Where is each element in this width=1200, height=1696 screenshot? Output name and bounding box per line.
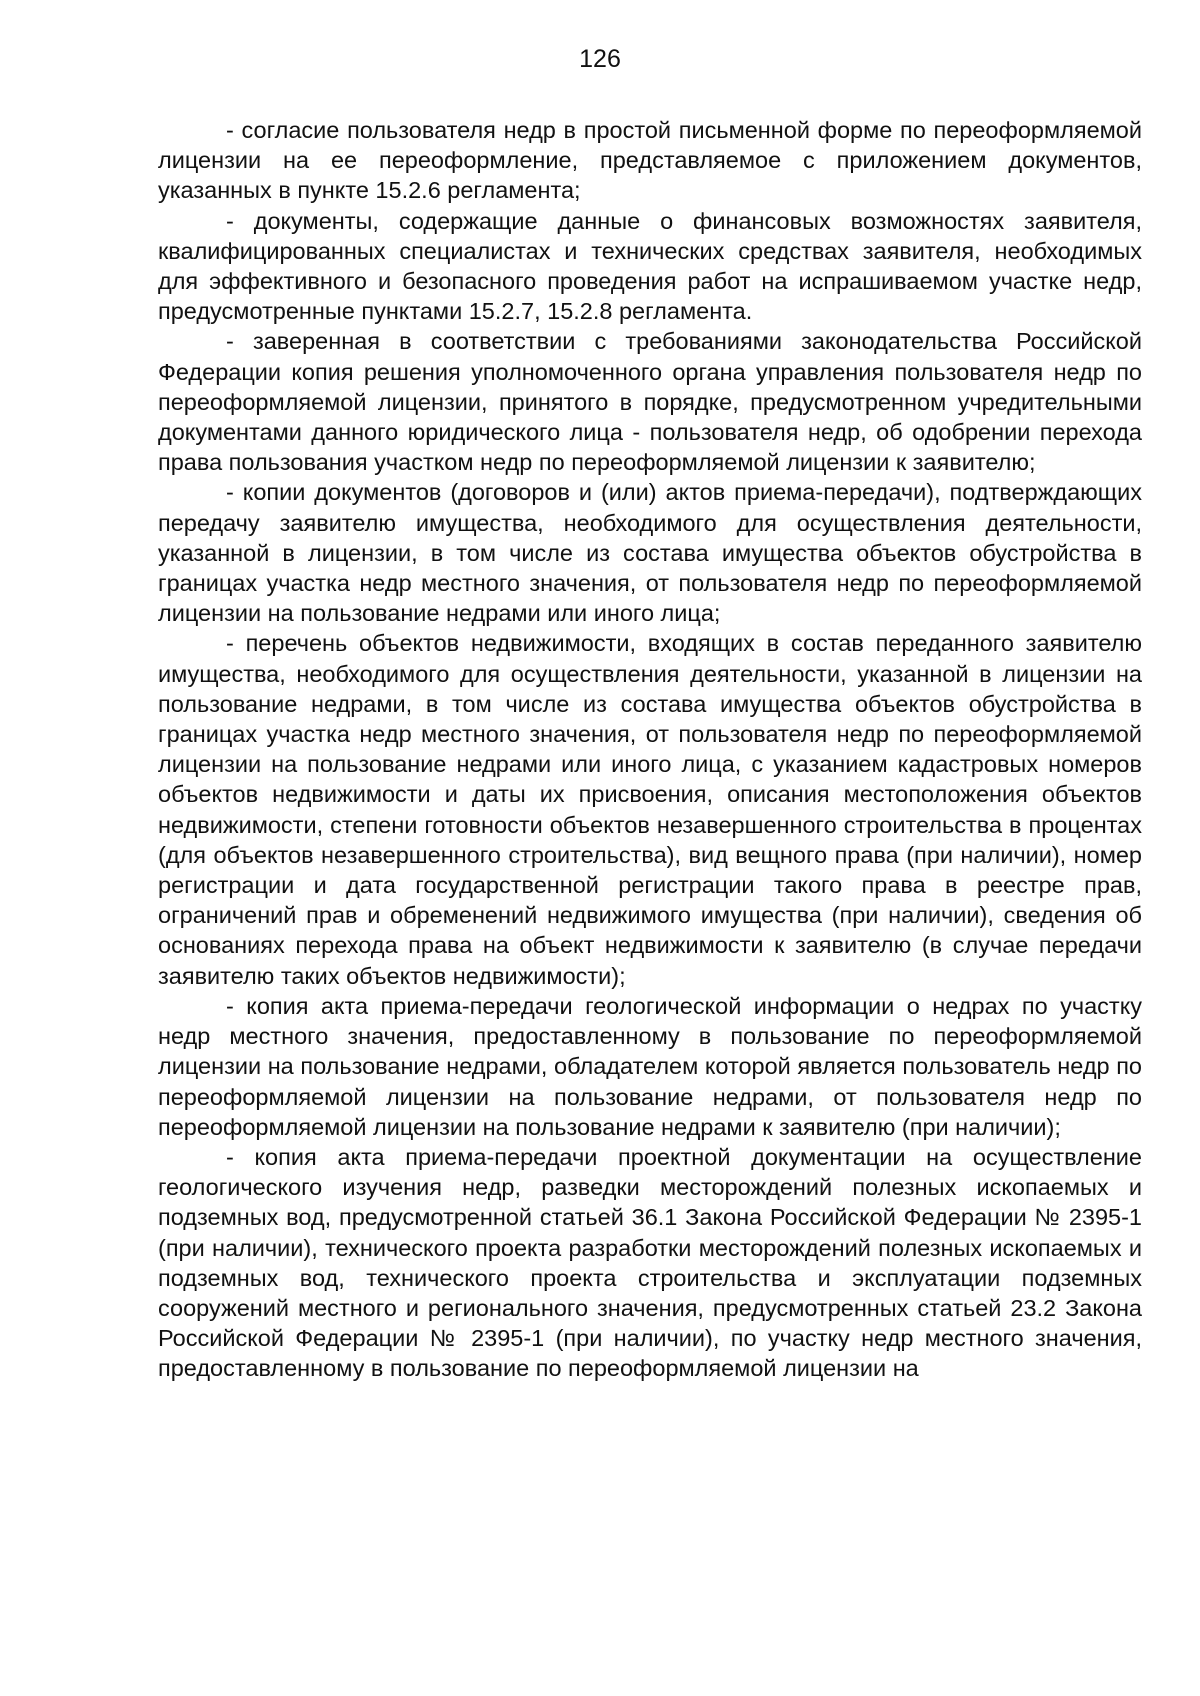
paragraph-property-transfer-documents: - копии документов (договоров и (или) актов приема-передачи), подтверждающих передачу заявителю имущества, необходимого для осуществления деятельности, указанной в лицензии, в том числе из состава имущества объектов обустройства в границах участка недр местного значения, от пользователя недр по переоформляемой лицензии на пользование недрами или иного лица; <box>158 479 1142 627</box>
document-body <box>158 115 1142 1384</box>
paragraph-financial-documents: - документы, содержащие данные о финансовых возможностях заявителя, квалифицированных специалистах и технических средствах заявителя, необходимых для эффективного и безопасного проведения работ на испрашиваемом участке недр, предусмотренные пунктами 15.2.7, 15.2.8 регламента. <box>158 207 1142 325</box>
paragraph-real-estate-list: - перечень объектов недвижимости, входящих в состав переданного заявителю имущества, необходимого для осуществления деятельности, указанной в лицензии на пользование недрами, в том числе из состава имущества объектов обустройства в границах участка недр местного значения, от пользователя недр по переоформляемой лицензии на пользование недрами или иного лица, с указанием кадастровых номеров объектов недвижимости и даты их присвоения, описания местоположения объектов недвижимости, степени готовности объектов незавершенного строительства в процентах (для объектов незавершенного строительства), вид вещного права (при наличии), номер регистрации и дата государственной регистрации такого права в реестре прав, ограничений прав и обременений недвижимого имущества (при наличии), сведения об основаниях перехода права на объект недвижимости к заявителю (в случае передачи заявителю таких объектов недвижимости); <box>158 630 1142 989</box>
paragraph-owner-consent: - согласие пользователя недр в простой письменной форме по переоформляемой лицензии на ее переоформление, представляемое с приложением документов, указанных в пункте 15.2.6 регламента; <box>158 117 1142 204</box>
paragraph-geological-info-act: - копия акта приема-передачи геологической информации о недрах по участку недр местного значения, предоставленному в пользование по переоформляемой лицензии на пользование недрами, обладателем которой является пользователь недр по переоформляемой лицензии на пользование недрами, от пользователя недр по переоформляемой лицензии на пользование недрами к заявителю (при наличии); <box>158 992 1142 1140</box>
page-number: 126 <box>579 45 621 73</box>
paragraph-certified-decision-copy: - заверенная в соответствии с требованиями законодательства Российской Федерации копия решения уполномоченного органа управления пользователя недр по переоформляемой лицензии, принятого в порядке, предусмотренном учредительными документами данного юридического лица - пользователя недр, об одобрении перехода права пользования участком недр по переоформляемой лицензии к заявителю; <box>158 328 1142 476</box>
paragraph-project-documentation-act: - копия акта приема-передачи проектной документации на осуществление геологического изучения недр, разведки месторождений полезных ископаемых и подземных вод, предусмотренной статьей 36.1 Закона Российской Федерации № 2395-1 (при наличии), технического проекта разработки месторождений полезных ископаемых и подземных вод, технического проекта строительства и эксплуатации подземных сооружений местного и регионального значения, предусмотренных статьей 23.2 Закона Российской Федерации № 2395-1 (при наличии), по участку недр местного значения, предоставленному в пользование по переоформляемой лицензии на <box>158 1143 1142 1382</box>
